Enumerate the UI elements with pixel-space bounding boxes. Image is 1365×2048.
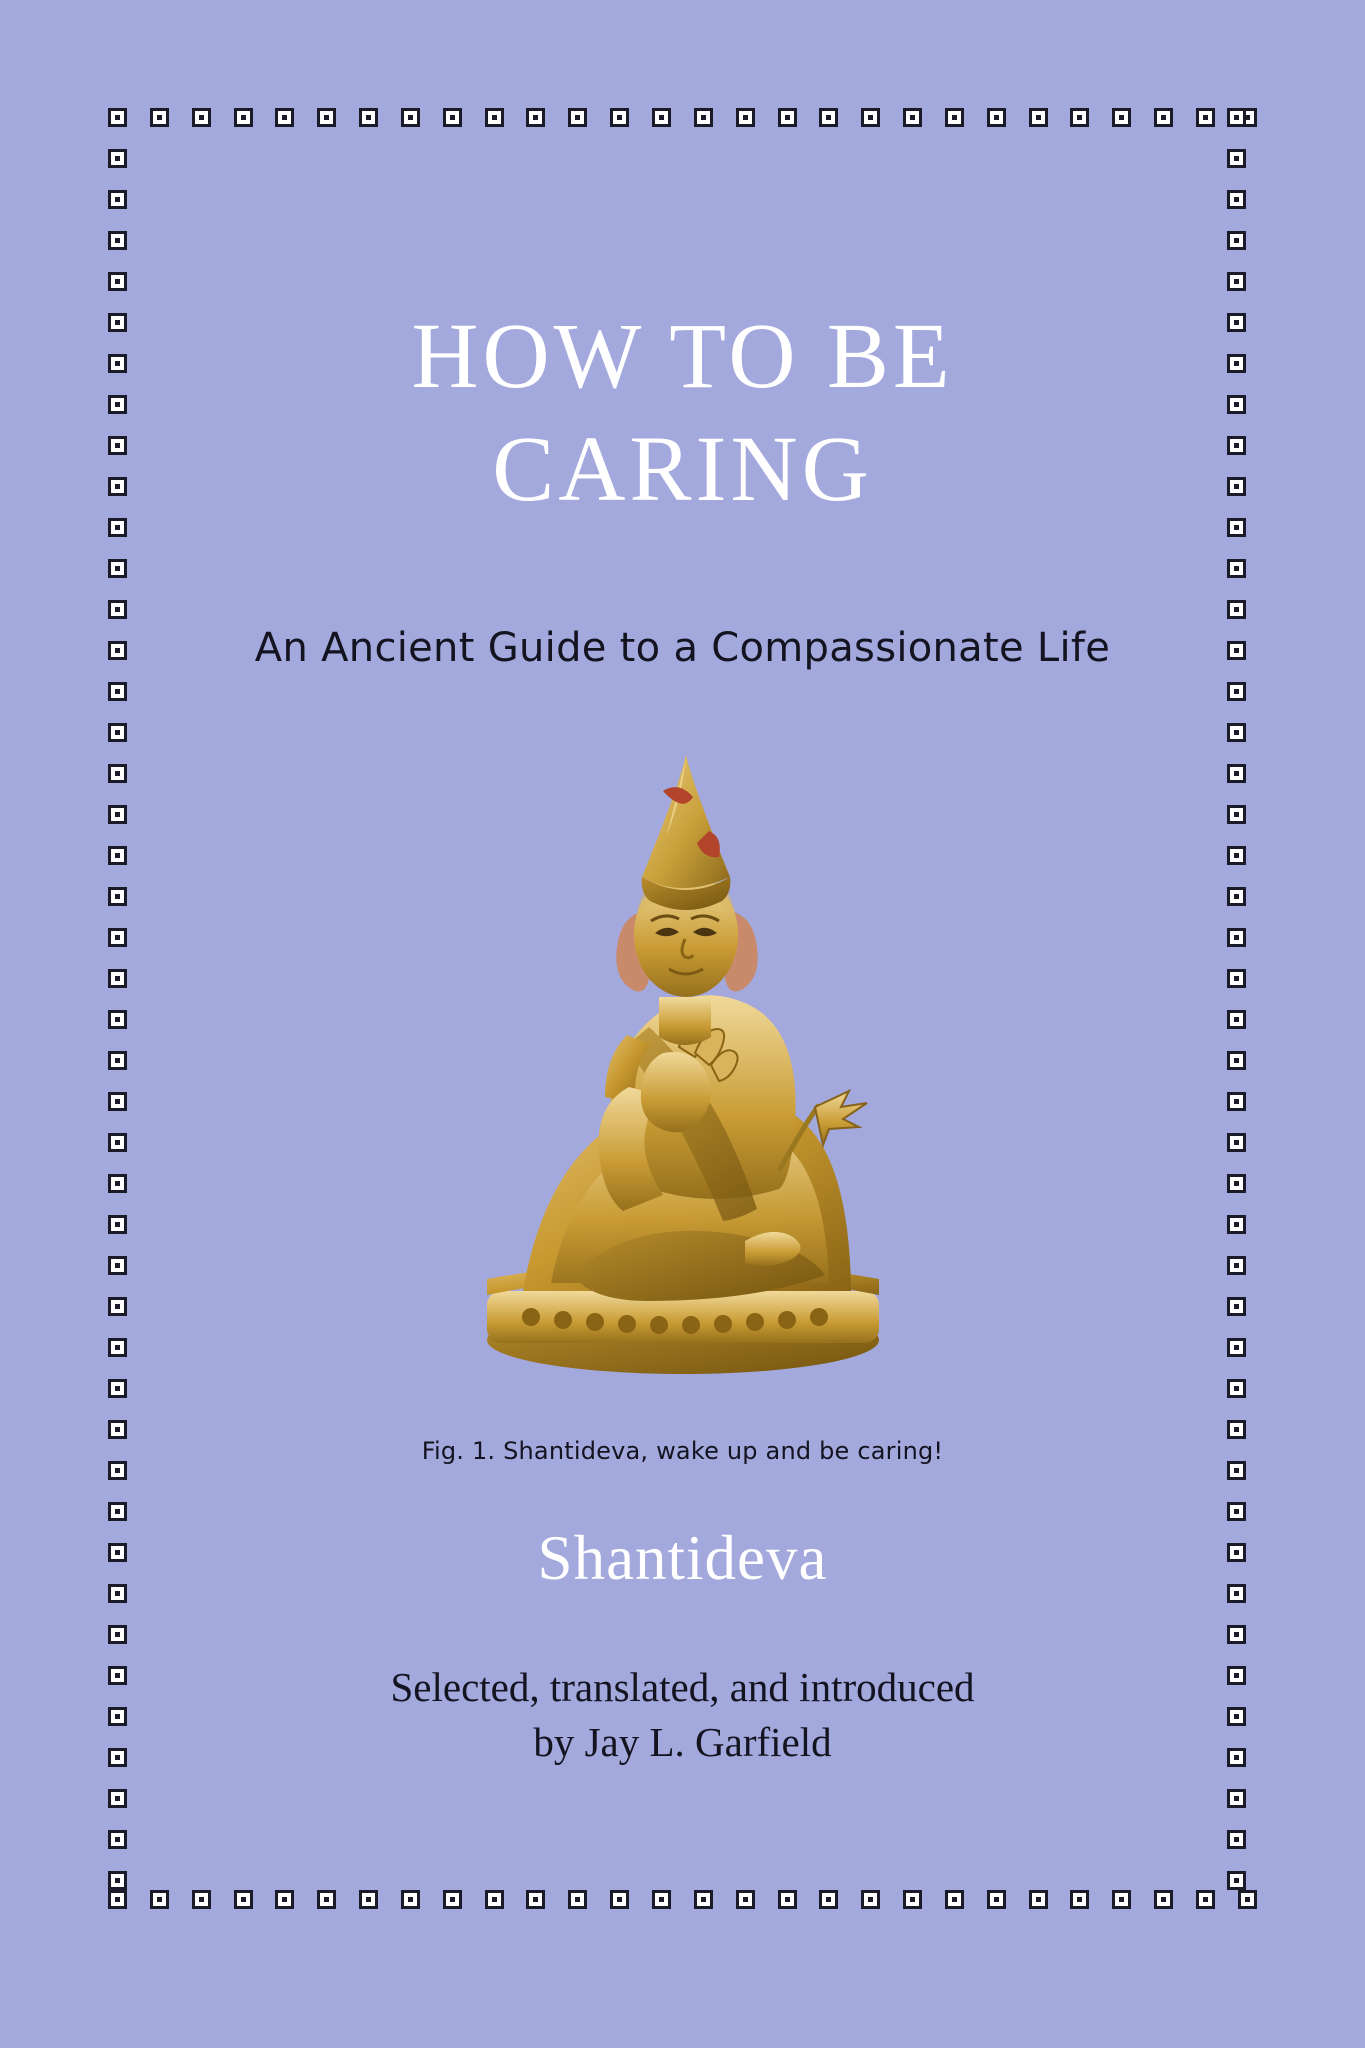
- border-square: [1227, 559, 1246, 578]
- border-square: [1227, 354, 1246, 373]
- translator-credit-line-2: by Jay L. Garfield: [533, 1718, 832, 1765]
- border-square: [108, 887, 127, 906]
- border-square: [1227, 1297, 1246, 1316]
- author-name: Shantideva: [537, 1523, 828, 1593]
- figure-caption: Fig. 1. Shantideva, wake up and be caring!: [421, 1437, 944, 1465]
- border-square: [108, 518, 127, 537]
- border-square: [108, 1707, 127, 1726]
- border-square: [108, 1256, 127, 1275]
- border-square: [1227, 1174, 1246, 1193]
- border-square: [1227, 600, 1246, 619]
- border-square: [1227, 764, 1246, 783]
- border-square: [108, 1461, 127, 1480]
- border-square: [108, 1092, 127, 1111]
- border-square: [1227, 190, 1246, 209]
- border-square: [108, 559, 127, 578]
- border-square: [108, 1502, 127, 1521]
- statue-svg: [423, 735, 943, 1395]
- border-square: [1238, 1890, 1257, 1909]
- border-square: [108, 272, 127, 291]
- border-square: [108, 1748, 127, 1767]
- border-square: [108, 1789, 127, 1808]
- border-square: [108, 1051, 127, 1070]
- border-square: [108, 1010, 127, 1029]
- border-square: [1227, 723, 1246, 742]
- border-square: [108, 969, 127, 988]
- border-square: [1227, 682, 1246, 701]
- border-square: [1227, 1133, 1246, 1152]
- border-square: [1227, 1420, 1246, 1439]
- border-square: [108, 805, 127, 824]
- border-square: [108, 1830, 127, 1849]
- border-square: [108, 1420, 127, 1439]
- border-square: [108, 641, 127, 660]
- border-left: [108, 108, 127, 1890]
- border-square: [1227, 1461, 1246, 1480]
- border-square: [108, 354, 127, 373]
- book-subtitle: An Ancient Guide to a Compassionate Life: [254, 625, 1111, 671]
- border-square: [108, 1297, 127, 1316]
- border-square: [1227, 1543, 1246, 1562]
- border-square: [108, 1338, 127, 1357]
- border-square: [108, 1584, 127, 1603]
- border-square: [1227, 231, 1246, 250]
- border-square: [108, 1215, 127, 1234]
- border-square: [108, 395, 127, 414]
- border-square: [108, 1174, 127, 1193]
- border-square: [108, 149, 127, 168]
- border-square: [1227, 313, 1246, 332]
- border-square: [108, 682, 127, 701]
- border-square: [108, 1379, 127, 1398]
- illustration-container: [150, 735, 1215, 1420]
- border-square: [1227, 1584, 1246, 1603]
- border-square: [1227, 518, 1246, 537]
- border-square: [1227, 1215, 1246, 1234]
- translator-credit-line-1: Selected, translated, and introduced: [390, 1664, 975, 1710]
- border-square: [1227, 1256, 1246, 1275]
- border-square: [108, 436, 127, 455]
- border-square: [1227, 108, 1246, 127]
- border-square: [108, 190, 127, 209]
- border-square: [1227, 928, 1246, 947]
- book-title-line-2: CARING: [492, 418, 873, 522]
- border-square: [1227, 1830, 1246, 1849]
- border-square: [1227, 1051, 1246, 1070]
- border-square: [108, 313, 127, 332]
- border-square: [108, 1543, 127, 1562]
- border-square: [1227, 1338, 1246, 1357]
- translator-credit: [150, 1660, 1215, 1769]
- border-square: [1227, 887, 1246, 906]
- border-square: [108, 846, 127, 865]
- border-square: [108, 1890, 127, 1909]
- border-square: [1227, 1092, 1246, 1111]
- border-square: [1227, 1789, 1246, 1808]
- border-square: [1227, 1666, 1246, 1685]
- border-square: [108, 600, 127, 619]
- border-square: [1227, 1871, 1246, 1890]
- border-square: [108, 764, 127, 783]
- border-square: [108, 108, 127, 127]
- cover-content: [150, 0, 1215, 2048]
- border-square: [108, 477, 127, 496]
- border-square: [108, 928, 127, 947]
- border-square: [1227, 395, 1246, 414]
- border-square: [108, 1871, 127, 1890]
- border-square: [1227, 805, 1246, 824]
- border-square: [1227, 149, 1246, 168]
- border-square: [108, 1625, 127, 1644]
- border-square: [1227, 641, 1246, 660]
- border-square: [1227, 436, 1246, 455]
- border-right: [1227, 108, 1246, 1890]
- book-title-line-1: HOW TO BE: [411, 305, 954, 408]
- border-square: [108, 231, 127, 250]
- border-square: [108, 1666, 127, 1685]
- border-square: [1227, 272, 1246, 291]
- border-square: [1227, 846, 1246, 865]
- border-square: [1227, 1379, 1246, 1398]
- border-square: [108, 1133, 127, 1152]
- border-square: [1227, 1625, 1246, 1644]
- border-square: [1227, 1748, 1246, 1767]
- border-square: [1227, 1707, 1246, 1726]
- border-square: [1227, 969, 1246, 988]
- border-square: [1227, 477, 1246, 496]
- book-title: [150, 300, 1215, 527]
- shantideva-statue-illustration: [423, 735, 943, 1395]
- border-square: [1227, 1502, 1246, 1521]
- border-square: [1227, 1010, 1246, 1029]
- border-square: [108, 723, 127, 742]
